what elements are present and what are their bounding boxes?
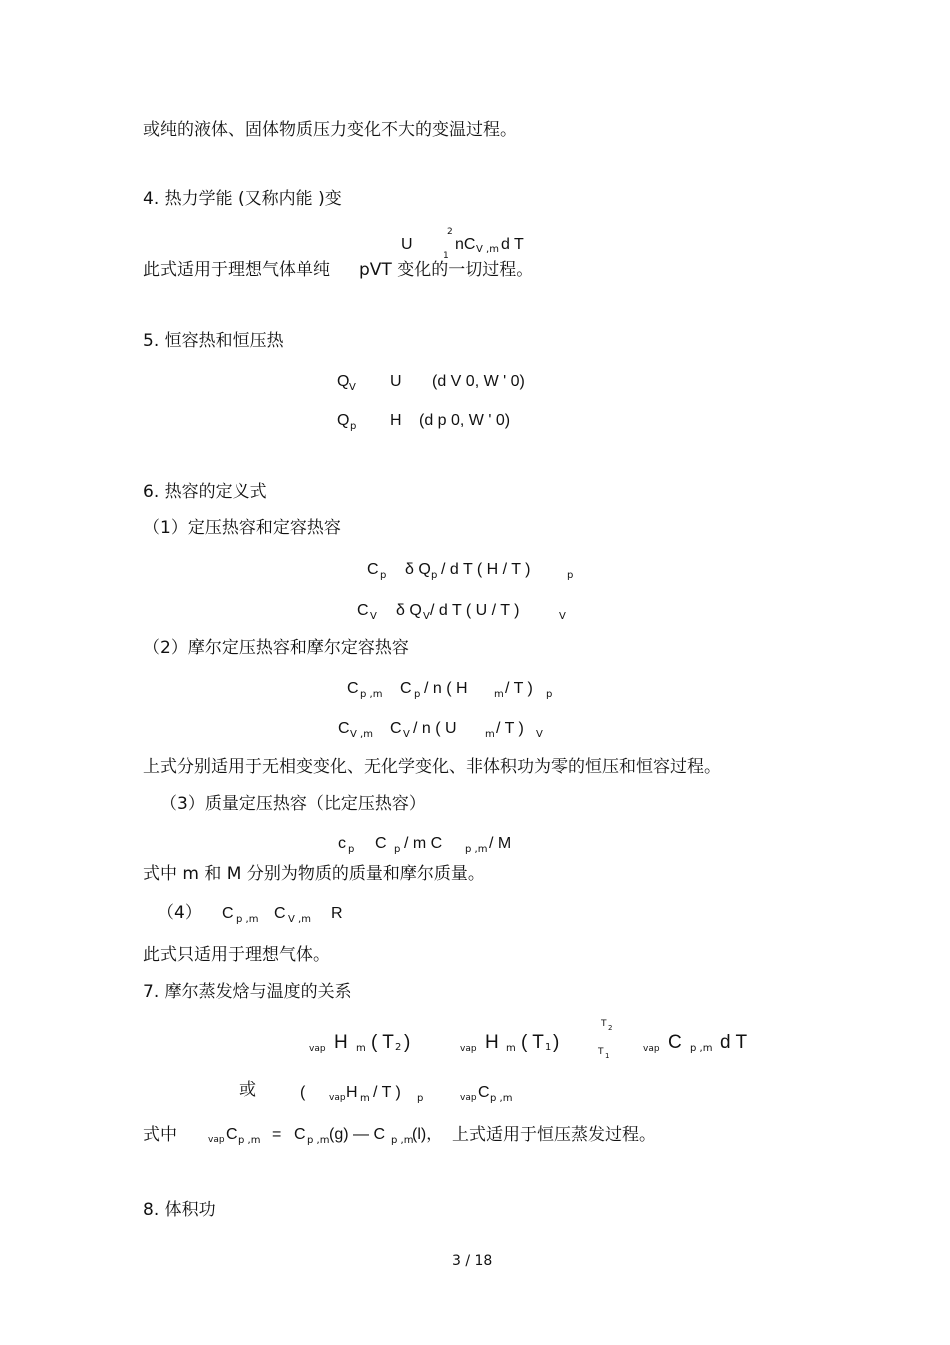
- formula-term: / T ): [373, 1084, 401, 1101]
- formula-subscript: p ,m: [236, 914, 259, 925]
- formula-subscript: m: [494, 689, 504, 700]
- formula-term: / d T ( U / T ): [430, 602, 520, 619]
- subsection-heading: （1）定压热容和定容热容: [143, 518, 341, 538]
- subsection-heading: （3）质量定压热容（比定压热容）: [160, 794, 426, 814]
- formula-term: / m C: [404, 835, 443, 852]
- formula-subscript: p: [567, 570, 574, 581]
- formula-subscript: m: [506, 1043, 516, 1054]
- formula-subscript: V: [423, 611, 430, 622]
- formula-subscript: V: [349, 382, 356, 393]
- formula-term: C: [375, 835, 387, 852]
- formula-term: H: [390, 412, 402, 429]
- formula-subscript: p ,m: [690, 1043, 713, 1054]
- formula-subscript: p ,m: [238, 1135, 261, 1146]
- integral-lower-limit-sub: 1: [605, 1052, 610, 1060]
- formula-term: C: [668, 1032, 682, 1053]
- formula-subscript: m: [485, 729, 495, 740]
- integral-lower-limit: T: [598, 1047, 604, 1057]
- formula-term: ( T: [521, 1032, 544, 1053]
- formula-term: / T ): [505, 680, 533, 697]
- formula-term: ): [404, 1032, 411, 1053]
- formula-term: ): [553, 1032, 560, 1053]
- formula-term: C: [347, 680, 359, 697]
- formula-term: C: [478, 1084, 490, 1101]
- formula-term: C: [222, 905, 234, 922]
- formula-subscript: m: [360, 1093, 370, 1104]
- integral-lower-limit: 1: [443, 251, 449, 261]
- formula-term: C: [357, 602, 369, 619]
- formula-term: / n ( H: [424, 680, 468, 697]
- formula-term: C: [367, 561, 379, 578]
- formula-term: / M: [489, 835, 512, 852]
- formula-subscript: V: [370, 611, 377, 622]
- formula-term: c: [338, 835, 346, 852]
- formula-term: C: [226, 1126, 238, 1143]
- formula-subscript: m: [356, 1043, 366, 1054]
- formula-subscript: vap: [460, 1093, 477, 1103]
- formula-term: nC: [455, 236, 476, 253]
- section-heading: 6. 热容的定义式: [143, 482, 267, 502]
- formula-subscript: p: [431, 570, 438, 581]
- text-line: 式中 m 和 M 分别为物质的质量和摩尔质量。: [143, 864, 485, 884]
- formula-term: C: [338, 720, 350, 737]
- formula-term: d T: [501, 236, 524, 253]
- formula-term: (: [300, 1084, 306, 1101]
- formula-subscript: p ,m: [391, 1135, 414, 1146]
- formula-subscript: V ,m: [350, 729, 373, 740]
- page-number: 3 / 18: [452, 1253, 493, 1269]
- formula-subscript: vap: [309, 1044, 326, 1054]
- formula-subscript: 2: [395, 1042, 402, 1053]
- formula-condition: (d p 0, W ' 0): [419, 412, 511, 429]
- formula-term: U: [390, 373, 402, 390]
- text-line: 上式分别适用于无相变变化、无化学变化、非体积功为零的恒压和恒容过程。: [143, 757, 721, 777]
- formula-term: =: [272, 1126, 282, 1143]
- formula-subscript: p ,m: [360, 689, 383, 700]
- formula-subscript: V ,m: [288, 914, 311, 925]
- formula-term: δ Q: [396, 602, 422, 619]
- formula-term: Q: [337, 373, 350, 390]
- subsection-heading: （4）: [157, 903, 202, 923]
- integral-upper-limit: 2: [447, 227, 453, 237]
- section-heading: 5. 恒容热和恒压热: [143, 331, 284, 351]
- formula-subscript: vap: [460, 1044, 477, 1054]
- formula-subscript: p: [414, 689, 421, 700]
- section-heading: 4. 热力学能 (又称内能 )变: [143, 189, 342, 209]
- formula-term: ( T: [371, 1032, 394, 1053]
- text-line: 上式适用于恒压蒸发过程。: [452, 1125, 656, 1145]
- formula-subscript: p ,m: [490, 1093, 513, 1104]
- formula-term: C: [294, 1126, 306, 1143]
- formula-subscript: vap: [208, 1135, 225, 1145]
- text-or: 或: [239, 1080, 256, 1100]
- formula-subscript: p: [350, 421, 357, 432]
- text-line: pVT 变化的一切过程。: [359, 260, 534, 280]
- integral-upper-limit: T: [601, 1019, 607, 1029]
- formula-term: d T: [720, 1032, 748, 1053]
- formula-term: C: [400, 680, 412, 697]
- text-line: 此式只适用于理想气体。: [143, 945, 330, 965]
- formula-term: / T ): [496, 720, 524, 737]
- formula-term: / d T ( H / T ): [441, 561, 531, 578]
- formula-subscript: p: [394, 844, 401, 855]
- formula-term: (g) — C: [329, 1126, 385, 1143]
- formula-term: R: [331, 905, 343, 922]
- formula-subscript: vap: [643, 1044, 660, 1054]
- formula-term: H: [334, 1032, 348, 1053]
- formula-subscript: V ,m: [476, 244, 499, 255]
- formula-term: Q: [337, 412, 350, 429]
- formula-term: H: [485, 1032, 499, 1053]
- section-heading: 7. 摩尔蒸发焓与温度的关系: [143, 982, 352, 1002]
- text-line: 此式适用于理想气体单纯: [143, 260, 330, 280]
- formula-subscript: V: [403, 729, 410, 740]
- formula-subscript: p: [380, 570, 387, 581]
- integral-upper-limit-sub: 2: [608, 1024, 613, 1032]
- formula-label: 式中: [143, 1125, 177, 1145]
- formula-subscript: V: [536, 729, 543, 740]
- formula-term: H: [346, 1084, 358, 1101]
- formula-term: C: [390, 720, 402, 737]
- subsection-heading: （2）摩尔定压热容和摩尔定容热容: [143, 638, 409, 658]
- formula-subscript: p: [348, 844, 355, 855]
- formula-term: / n ( U: [413, 720, 457, 737]
- formula-subscript: p ,m: [307, 1135, 330, 1146]
- formula-subscript: 1: [545, 1042, 552, 1053]
- formula-term: δ Q: [405, 561, 431, 578]
- formula-term: C: [274, 905, 286, 922]
- formula-subscript: V: [559, 611, 566, 622]
- formula-term: U: [401, 236, 413, 253]
- text-line: 或纯的液体、固体物质压力变化不大的变温过程。: [143, 120, 517, 140]
- formula-subscript: p ,m: [465, 844, 488, 855]
- formula-subscript: p: [417, 1093, 424, 1104]
- formula-subscript: vap: [329, 1093, 346, 1103]
- formula-term: (l)，: [412, 1126, 443, 1143]
- formula-subscript: p: [546, 689, 553, 700]
- section-heading: 8. 体积功: [143, 1200, 216, 1220]
- formula-condition: (d V 0, W ' 0): [432, 373, 525, 390]
